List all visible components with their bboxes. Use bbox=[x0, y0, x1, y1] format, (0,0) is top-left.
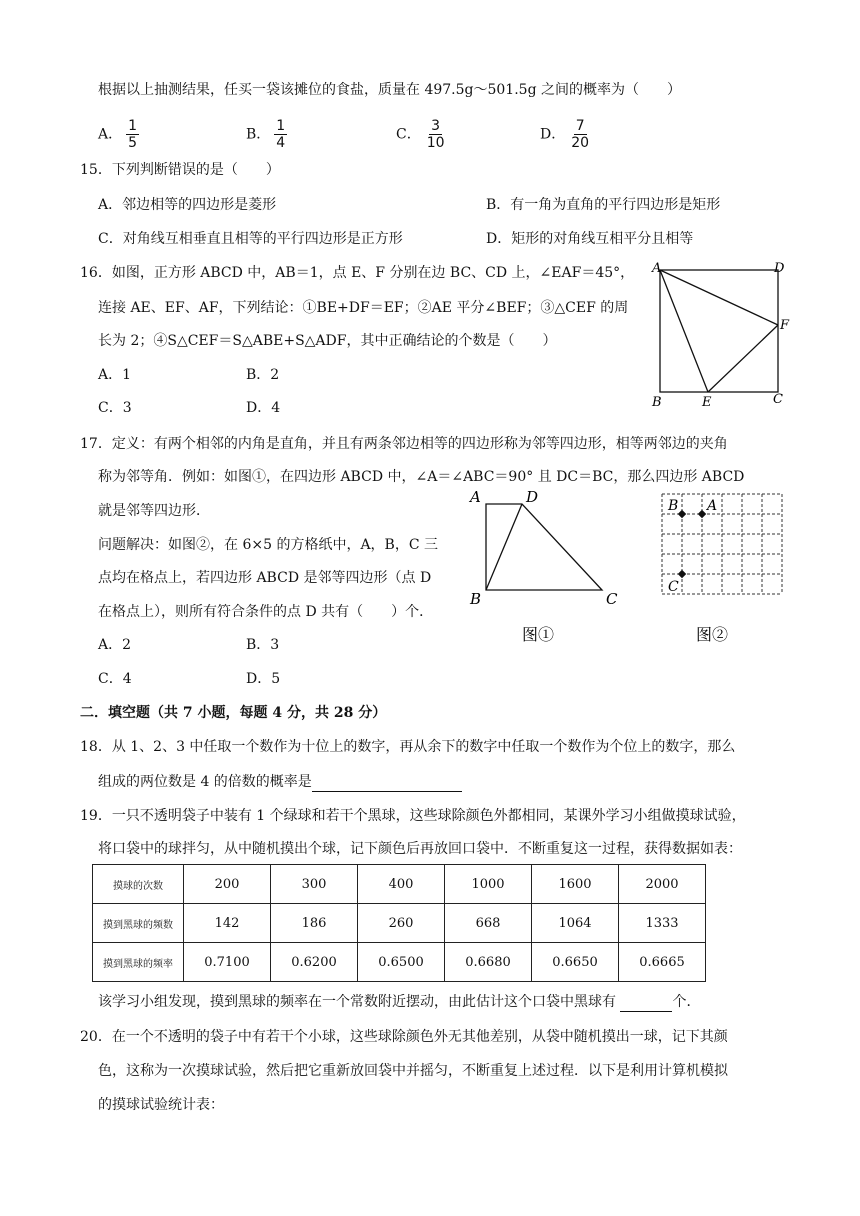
label-b: B bbox=[668, 498, 679, 514]
table-cell: 142 bbox=[184, 904, 271, 943]
segment-ef bbox=[708, 325, 778, 392]
answer-blank[interactable] bbox=[312, 775, 462, 792]
table-cell: 260 bbox=[358, 904, 445, 943]
q19-data-table bbox=[92, 864, 706, 982]
table-cell: 1064 bbox=[532, 904, 619, 943]
table-cell: 1000 bbox=[445, 865, 532, 904]
q16-line-1: 16．如图，正方形 ABCD 中，AB＝1，点 E、F 分别在边 BC、CD 上，∠EAF＝45°， bbox=[80, 265, 635, 281]
label-e: E bbox=[702, 395, 712, 410]
q14-option-b bbox=[246, 118, 287, 151]
q16-option-b: B．2 bbox=[246, 367, 280, 383]
label-d: D bbox=[774, 261, 785, 276]
q14-option-a-label: A． bbox=[98, 126, 123, 143]
q16-option-d: D．4 bbox=[246, 400, 281, 416]
q14-option-d-label: D． bbox=[540, 126, 566, 143]
q17-line-5: 点均在格点上，若四边形 ABCD 是邻等四边形（点 D bbox=[98, 570, 432, 586]
table-cell: 0.6680 bbox=[445, 943, 532, 982]
q14-stem: 根据以上抽测结果，任买一袋该摊位的食盐，质量在 497.5g～501.5g 之间的概率为（ ） bbox=[98, 82, 681, 98]
fraction: $\frac{1}{5}$ bbox=[128, 118, 138, 151]
row-header: 摸球的次数 bbox=[93, 865, 184, 904]
q20-line-3: 的摸球试验统计表： bbox=[98, 1097, 224, 1113]
q17-line-4: 问题解决：如图②，在 6×5 的方格纸中，A，B，C 三 bbox=[98, 537, 439, 553]
table-cell: 300 bbox=[271, 865, 358, 904]
q17-line-1: 17．定义：有两个相邻的内角是直角，并且有两条邻边相等的四边形称为邻等四边形，相等两邻边的夹角 bbox=[80, 436, 728, 452]
point-b-dot bbox=[678, 510, 686, 518]
q17-line-3: 就是邻等四边形． bbox=[98, 503, 210, 519]
table-row bbox=[93, 865, 706, 904]
answer-blank[interactable] bbox=[620, 995, 672, 1012]
square-abcd bbox=[660, 270, 778, 392]
label-c: C bbox=[606, 590, 618, 608]
q14-option-d bbox=[540, 118, 591, 151]
point-c-dot bbox=[678, 570, 686, 578]
grid-lines bbox=[662, 494, 782, 594]
label-c: C bbox=[668, 579, 679, 595]
table-row bbox=[93, 904, 706, 943]
table-cell: 1600 bbox=[532, 865, 619, 904]
q19-line-2: 将口袋中的球拌匀，从中随机摸出个球，记下颜色后再放回口袋中．不断重复这一过程，获得数据如表： bbox=[98, 841, 742, 857]
q16-option-c: C．3 bbox=[98, 400, 132, 416]
q17-option-a: A．2 bbox=[98, 637, 132, 653]
table-cell: 1333 bbox=[619, 904, 706, 943]
row-header: 摸到黑球的频率 bbox=[93, 943, 184, 982]
diagonal-bd bbox=[486, 504, 522, 590]
section-2-title: 二．填空题（共 7 小题，每题 4 分，共 28 分） bbox=[80, 705, 387, 721]
label-d: D bbox=[526, 488, 539, 506]
q14-option-a bbox=[98, 118, 139, 151]
label-a: A bbox=[707, 498, 718, 514]
q17-option-b: B．3 bbox=[246, 637, 280, 653]
q17-figure-2-grid bbox=[656, 488, 796, 644]
q16-line-2: 连接 AE、EF、AF，下列结论：①BE+DF＝EF；②AE 平分∠BEF；③△CEF 的周 bbox=[98, 300, 629, 316]
q18-line-1: 18．从 1、2、3 中任取一个数作为十位上的数字，再从余下的数字中任取一个数作为个位上的数字，那么 bbox=[80, 739, 736, 755]
q17-line-2: 称为邻等角．例如：如图①，在四边形 ABCD 中，∠A＝∠ABC＝90° 且 DC＝BC，那么四边形 ABCD bbox=[98, 469, 745, 485]
label-a: A bbox=[652, 261, 662, 276]
table-cell: 2000 bbox=[619, 865, 706, 904]
q14-option-c-label: C． bbox=[396, 126, 421, 143]
label-b: B bbox=[470, 590, 482, 608]
table-cell: 0.7100 bbox=[184, 943, 271, 982]
label-c: C bbox=[773, 392, 783, 407]
row-header: 摸到黑球的频数 bbox=[93, 904, 184, 943]
table-cell: 0.6200 bbox=[271, 943, 358, 982]
table-cell: 0.6665 bbox=[619, 943, 706, 982]
table-cell: 668 bbox=[445, 904, 532, 943]
q15-option-d: D．矩形的对角线互相平分且相等 bbox=[486, 231, 694, 247]
q16-line-3: 长为 2；④S△CEF＝S△ABE+S△ADF，其中正确结论的个数是（ ） bbox=[98, 333, 557, 349]
table-cell: 186 bbox=[271, 904, 358, 943]
table-cell: 200 bbox=[184, 865, 271, 904]
q17-line-6: 在格点上），则所有符合条件的点 D 共有（ ）个． bbox=[98, 604, 434, 620]
fig2-caption: 图② bbox=[696, 625, 729, 644]
q17-figure-1 bbox=[462, 484, 632, 644]
q15-option-a: A．邻边相等的四边形是菱形 bbox=[98, 197, 277, 213]
q14-option-b-label: B． bbox=[246, 126, 271, 143]
q19-conclusion bbox=[98, 992, 700, 1012]
q18-line-2-text: 组成的两位数是 4 的倍数的概率是 bbox=[98, 774, 312, 790]
q14-option-c bbox=[396, 118, 447, 151]
fraction: $\frac{7}{20}$ bbox=[571, 118, 590, 151]
q19-conclusion-text: 该学习小组发现，摸到黑球的频率在一个常数附近摆动，由此估计这个口袋中黑球有 bbox=[98, 994, 616, 1010]
fig1-caption: 图① bbox=[522, 625, 555, 644]
q15-option-c: C．对角线互相垂直且相等的平行四边形是正方形 bbox=[98, 231, 403, 247]
q18-line-2 bbox=[98, 772, 462, 792]
q19-conclusion-suffix: 个． bbox=[672, 994, 701, 1010]
fraction: $\frac{3}{10}$ bbox=[426, 118, 445, 151]
q17-option-c: C．4 bbox=[98, 671, 132, 687]
q16-option-a: A．1 bbox=[98, 367, 132, 383]
table-row bbox=[93, 943, 706, 982]
q20-line-2: 色，这称为一次摸球试验，然后把它重新放回袋中并摇匀，不断重复上述过程．以下是利用计算机模拟 bbox=[98, 1063, 728, 1079]
q20-line-1: 20．在一个不透明的袋子中有若干个小球，这些球除颜色外无其他差别，从袋中随机摸出一球，记下其颜 bbox=[80, 1029, 728, 1045]
table-cell: 400 bbox=[358, 865, 445, 904]
point-a-dot bbox=[698, 510, 706, 518]
table-cell: 0.6500 bbox=[358, 943, 445, 982]
table-cell: 0.6650 bbox=[532, 943, 619, 982]
fraction: $\frac{1}{4}$ bbox=[276, 118, 286, 151]
q16-square-figure bbox=[640, 258, 800, 414]
label-f: F bbox=[780, 318, 790, 333]
q17-option-d: D．5 bbox=[246, 671, 281, 687]
q15-option-b: B．有一角为直角的平行四边形是矩形 bbox=[486, 197, 721, 213]
q19-line-1: 19．一只不透明袋子中装有 1 个绿球和若干个黑球，这些球除颜色外都相同，某课外学习小组做摸球试验， bbox=[80, 808, 746, 824]
label-b: B bbox=[652, 395, 662, 410]
label-a: A bbox=[470, 488, 481, 506]
q15-stem: 15．下列判断错误的是（ ） bbox=[80, 162, 280, 178]
